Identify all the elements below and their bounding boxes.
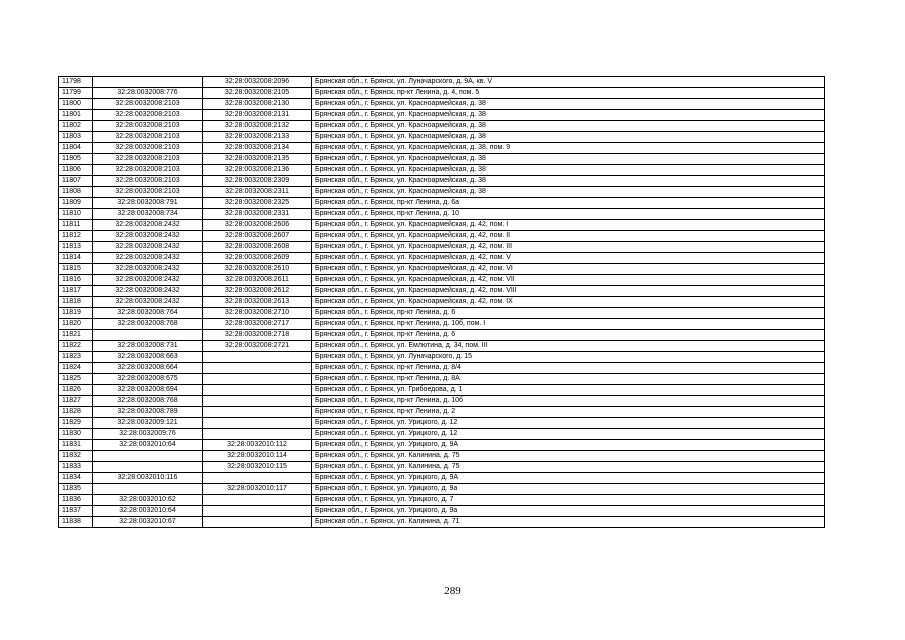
parent-cadastral-number-cell: 32:28:0032009:76 [93,429,203,440]
address-cell: Брянская обл., г. Брянск, ул. Грибоедова, д. 1 [312,385,825,396]
row-number-cell: 11822 [59,341,93,352]
row-number-cell: 11811 [59,220,93,231]
address-cell: Брянская обл., г. Брянск, ул. Луначарского, д. 9А, кв. V [312,77,825,88]
address-cell: Брянская обл., г. Брянск, ул. Урицкого, д. 9А [312,440,825,451]
row-number-cell: 11823 [59,352,93,363]
table-row [59,165,825,176]
address-cell: Брянская обл., г. Брянск, пр-кт Ленина, д. 4, пом. 5 [312,88,825,99]
address-cell: Брянская обл., г. Брянск, ул. Красноармейская, д. 42, пом. VI [312,264,825,275]
cadastral-number-cell: 32:28:0032008:2613 [203,297,312,308]
cadastral-number-cell: 32:28:0032008:2721 [203,341,312,352]
table-row [59,462,825,473]
cadastral-number-cell: 32:28:0032008:2105 [203,88,312,99]
address-cell: Брянская обл., г. Брянск, пр-кт Ленина, д. 10б, пом. I [312,319,825,330]
table-row [59,275,825,286]
row-number-cell: 11819 [59,308,93,319]
cadastral-number-cell: 32:28:0032008:2606 [203,220,312,231]
cadastral-number-cell: 32:28:0032008:2610 [203,264,312,275]
parent-cadastral-number-cell: 32:28:0032008:2432 [93,231,203,242]
parent-cadastral-number-cell [93,330,203,341]
address-cell: Брянская обл., г. Брянск, ул. Красноармейская, д. 38 [312,187,825,198]
row-number-cell: 11809 [59,198,93,209]
address-cell: Брянская обл., г. Брянск, ул. Красноармейская, д. 42, пом. I [312,220,825,231]
address-cell: Брянская обл., г. Брянск, ул. Красноармейская, д. 38 [312,154,825,165]
row-number-cell: 11824 [59,363,93,374]
table-row [59,418,825,429]
parent-cadastral-number-cell: 32:28:0032008:768 [93,319,203,330]
address-cell: Брянская обл., г. Брянск, ул. Красноармейская, д. 42, пом. II [312,231,825,242]
cadastral-number-cell [203,385,312,396]
table-row [59,352,825,363]
parent-cadastral-number-cell: 32:28:0032008:675 [93,374,203,385]
parent-cadastral-number-cell: 32:28:0032008:2103 [93,132,203,143]
row-number-cell: 11799 [59,88,93,99]
table-row [59,385,825,396]
table-row [59,253,825,264]
table-row [59,374,825,385]
cadastral-number-cell: 32:28:0032008:2718 [203,330,312,341]
table-row [59,407,825,418]
cadastral-number-cell: 32:28:0032008:2309 [203,176,312,187]
row-number-cell: 11830 [59,429,93,440]
row-number-cell: 11828 [59,407,93,418]
address-cell: Брянская обл., г. Брянск, ул. Емлютина, д. 34, пом. III [312,341,825,352]
address-cell: Брянская обл., г. Брянск, ул. Красноармейская, д. 38, пом. 9 [312,143,825,154]
address-cell: Брянская обл., г. Брянск, ул. Урицкого, д. 12 [312,418,825,429]
parent-cadastral-number-cell: 32:28:0032008:2432 [93,275,203,286]
row-number-cell: 11825 [59,374,93,385]
cadastral-number-cell: 32:28:0032008:2096 [203,77,312,88]
parent-cadastral-number-cell: 32:28:0032008:2103 [93,187,203,198]
cadastral-number-cell: 32:28:0032008:2134 [203,143,312,154]
table-row [59,176,825,187]
parent-cadastral-number-cell: 32:28:0032008:2432 [93,286,203,297]
parent-cadastral-number-cell: 32:28:0032008:2432 [93,253,203,264]
table-row [59,154,825,165]
cadastral-number-cell: 32:28:0032008:2132 [203,121,312,132]
table-row [59,198,825,209]
row-number-cell: 11837 [59,506,93,517]
table-row [59,451,825,462]
cadastral-number-cell [203,495,312,506]
address-cell: Брянская обл., г. Брянск, ул. Луначарского, д. 15 [312,352,825,363]
cadastral-number-cell [203,396,312,407]
table-row [59,429,825,440]
address-cell: Брянская обл., г. Брянск, ул. Урицкого, д. 12 [312,429,825,440]
parent-cadastral-number-cell: 32:28:0032010:64 [93,440,203,451]
row-number-cell: 11835 [59,484,93,495]
table-row [59,231,825,242]
parent-cadastral-number-cell: 32:28:0032008:791 [93,198,203,209]
table-row [59,121,825,132]
row-number-cell: 11833 [59,462,93,473]
row-number-cell: 11804 [59,143,93,154]
parent-cadastral-number-cell: 32:28:0032008:734 [93,209,203,220]
address-cell: Брянская обл., г. Брянск, ул. Калинина, д. 75 [312,462,825,473]
row-number-cell: 11831 [59,440,93,451]
row-number-cell: 11806 [59,165,93,176]
parent-cadastral-number-cell: 32:28:0032009:121 [93,418,203,429]
parent-cadastral-number-cell: 32:28:0032008:2103 [93,176,203,187]
table-row [59,495,825,506]
cadastral-number-cell [203,429,312,440]
cadastral-number-cell [203,374,312,385]
address-cell: Брянская обл., г. Брянск, ул. Красноармейская, д. 38 [312,165,825,176]
cadastral-number-cell: 32:28:0032008:2325 [203,198,312,209]
table-row [59,132,825,143]
address-cell: Брянская обл., г. Брянск, пр-кт Ленина, д. 2 [312,407,825,418]
table-row [59,440,825,451]
parent-cadastral-number-cell: 32:28:0032010:116 [93,473,203,484]
parent-cadastral-number-cell: 32:28:0032008:731 [93,341,203,352]
row-number-cell: 11800 [59,99,93,110]
table-row [59,242,825,253]
cadastral-number-cell: 32:28:0032008:2607 [203,231,312,242]
row-number-cell: 11836 [59,495,93,506]
cadastral-number-cell [203,352,312,363]
cadastral-number-cell: 32:28:0032010:115 [203,462,312,473]
parent-cadastral-number-cell: 32:28:0032008:776 [93,88,203,99]
row-number-cell: 11834 [59,473,93,484]
table-row [59,506,825,517]
cadastral-number-cell: 32:28:0032008:2611 [203,275,312,286]
address-cell: Брянская обл., г. Брянск, ул. Калинина, д. 75 [312,451,825,462]
table-row [59,264,825,275]
address-cell: Брянская обл., г. Брянск, пр-кт Ленина, д. 8А [312,374,825,385]
parent-cadastral-number-cell: 32:28:0032008:764 [93,308,203,319]
address-cell: Брянская обл., г. Брянск, ул. Урицкого, д. 9А [312,473,825,484]
table-row [59,308,825,319]
address-cell: Брянская обл., г. Брянск, ул. Красноармейская, д. 42, пом. V [312,253,825,264]
row-number-cell: 11817 [59,286,93,297]
parent-cadastral-number-cell: 32:28:0032008:2103 [93,110,203,121]
row-number-cell: 11803 [59,132,93,143]
parent-cadastral-number-cell [93,77,203,88]
table-row [59,297,825,308]
parent-cadastral-number-cell: 32:28:0032010:67 [93,517,203,528]
parent-cadastral-number-cell: 32:28:0032008:2432 [93,242,203,253]
cadastral-number-cell [203,363,312,374]
parent-cadastral-number-cell: 32:28:0032008:768 [93,396,203,407]
table-row [59,319,825,330]
address-cell: Брянская обл., г. Брянск, ул. Красноармейская, д. 42, пом. VIII [312,286,825,297]
parent-cadastral-number-cell: 32:28:0032008:2103 [93,165,203,176]
parent-cadastral-number-cell: 32:28:0032010:64 [93,506,203,517]
page-number: 289 [444,585,461,597]
address-cell: Брянская обл., г. Брянск, пр-кт Ленина, д. 10 [312,209,825,220]
cadastral-number-cell: 32:28:0032010:117 [203,484,312,495]
table-row [59,286,825,297]
parent-cadastral-number-cell [93,462,203,473]
parent-cadastral-number-cell: 32:28:0032008:2432 [93,220,203,231]
row-number-cell: 11832 [59,451,93,462]
address-cell: Брянская обл., г. Брянск, пр-кт Ленина, д. 10б [312,396,825,407]
table-row [59,473,825,484]
table-row [59,484,825,495]
cadastral-number-cell: 32:28:0032008:2311 [203,187,312,198]
cadastral-number-cell: 32:28:0032008:2136 [203,165,312,176]
row-number-cell: 11812 [59,231,93,242]
registry-table [58,76,825,528]
row-number-cell: 11801 [59,110,93,121]
address-cell: Брянская обл., г. Брянск, ул. Красноармейская, д. 42, пом. III [312,242,825,253]
row-number-cell: 11805 [59,154,93,165]
cadastral-number-cell: 32:28:0032008:2133 [203,132,312,143]
table-row [59,341,825,352]
parent-cadastral-number-cell: 32:28:0032008:663 [93,352,203,363]
table-row [59,209,825,220]
parent-cadastral-number-cell: 32:28:0032008:2103 [93,99,203,110]
row-number-cell: 11827 [59,396,93,407]
table-row [59,99,825,110]
cadastral-number-cell: 32:28:0032008:2710 [203,308,312,319]
row-number-cell: 11798 [59,77,93,88]
address-cell: Брянская обл., г. Брянск, ул. Урицкого, д. 9а [312,506,825,517]
parent-cadastral-number-cell [93,451,203,462]
row-number-cell: 11829 [59,418,93,429]
address-cell: Брянская обл., г. Брянск, пр-кт Ленина, д. 8/4 [312,363,825,374]
cadastral-number-cell: 32:28:0032008:2609 [203,253,312,264]
row-number-cell: 11807 [59,176,93,187]
address-cell: Брянская обл., г. Брянск, ул. Красноармейская, д. 38 [312,132,825,143]
table-row [59,330,825,341]
parent-cadastral-number-cell: 32:28:0032008:2103 [93,143,203,154]
registry-table-body [59,77,825,528]
row-number-cell: 11814 [59,253,93,264]
row-number-cell: 11810 [59,209,93,220]
cadastral-number-cell: 32:28:0032008:2717 [203,319,312,330]
row-number-cell: 11818 [59,297,93,308]
address-cell: Брянская обл., г. Брянск, пр-кт Ленина, д. 6а [312,198,825,209]
table-row [59,187,825,198]
address-cell: Брянская обл., г. Брянск, ул. Красноармейская, д. 38 [312,121,825,132]
cadastral-number-cell [203,473,312,484]
address-cell: Брянская обл., г. Брянск, ул. Красноармейская, д. 38 [312,176,825,187]
row-number-cell: 11802 [59,121,93,132]
parent-cadastral-number-cell: 32:28:0032008:2432 [93,264,203,275]
cadastral-number-cell [203,506,312,517]
cadastral-number-cell: 32:28:0032008:2131 [203,110,312,121]
address-cell: Брянская обл., г. Брянск, ул. Калинина, д. 71 [312,517,825,528]
parent-cadastral-number-cell: 32:28:0032008:789 [93,407,203,418]
row-number-cell: 11815 [59,264,93,275]
address-cell: Брянская обл., г. Брянск, пр-кт Ленина, д. 6 [312,330,825,341]
cadastral-number-cell: 32:28:0032008:2135 [203,154,312,165]
cadastral-number-cell: 32:28:0032008:2331 [203,209,312,220]
table-row [59,363,825,374]
table-row [59,396,825,407]
cadastral-number-cell: 32:28:0032008:2608 [203,242,312,253]
parent-cadastral-number-cell: 32:28:0032010:62 [93,495,203,506]
cadastral-number-cell: 32:28:0032008:2612 [203,286,312,297]
table-row [59,88,825,99]
parent-cadastral-number-cell: 32:28:0032008:2432 [93,297,203,308]
parent-cadastral-number-cell: 32:28:0032008:2103 [93,121,203,132]
address-cell: Брянская обл., г. Брянск, ул. Урицкого, д. 7 [312,495,825,506]
address-cell: Брянская обл., г. Брянск, ул. Урицкого, д. 9а [312,484,825,495]
table-row [59,110,825,121]
table-row [59,220,825,231]
row-number-cell: 11813 [59,242,93,253]
parent-cadastral-number-cell [93,484,203,495]
address-cell: Брянская обл., г. Брянск, ул. Красноармейская, д. 42, пом. IX [312,297,825,308]
parent-cadastral-number-cell: 32:28:0032008:694 [93,385,203,396]
cadastral-number-cell: 32:28:0032008:2130 [203,99,312,110]
address-cell: Брянская обл., г. Брянск, ул. Красноармейская, д. 42, пом. VII [312,275,825,286]
cadastral-number-cell: 32:28:0032010:114 [203,451,312,462]
row-number-cell: 11808 [59,187,93,198]
table-row [59,77,825,88]
cadastral-number-cell: 32:28:0032010:112 [203,440,312,451]
row-number-cell: 11820 [59,319,93,330]
table-row [59,143,825,154]
cadastral-number-cell [203,418,312,429]
cadastral-number-cell [203,517,312,528]
address-cell: Брянская обл., г. Брянск, ул. Красноармейская, д. 38 [312,99,825,110]
parent-cadastral-number-cell: 32:28:0032008:664 [93,363,203,374]
row-number-cell: 11816 [59,275,93,286]
address-cell: Брянская обл., г. Брянск, пр-кт Ленина, д. 6 [312,308,825,319]
table-row [59,517,825,528]
row-number-cell: 11821 [59,330,93,341]
cadastral-number-cell [203,407,312,418]
address-cell: Брянская обл., г. Брянск, ул. Красноармейская, д. 38 [312,110,825,121]
row-number-cell: 11838 [59,517,93,528]
row-number-cell: 11826 [59,385,93,396]
parent-cadastral-number-cell: 32:28:0032008:2103 [93,154,203,165]
